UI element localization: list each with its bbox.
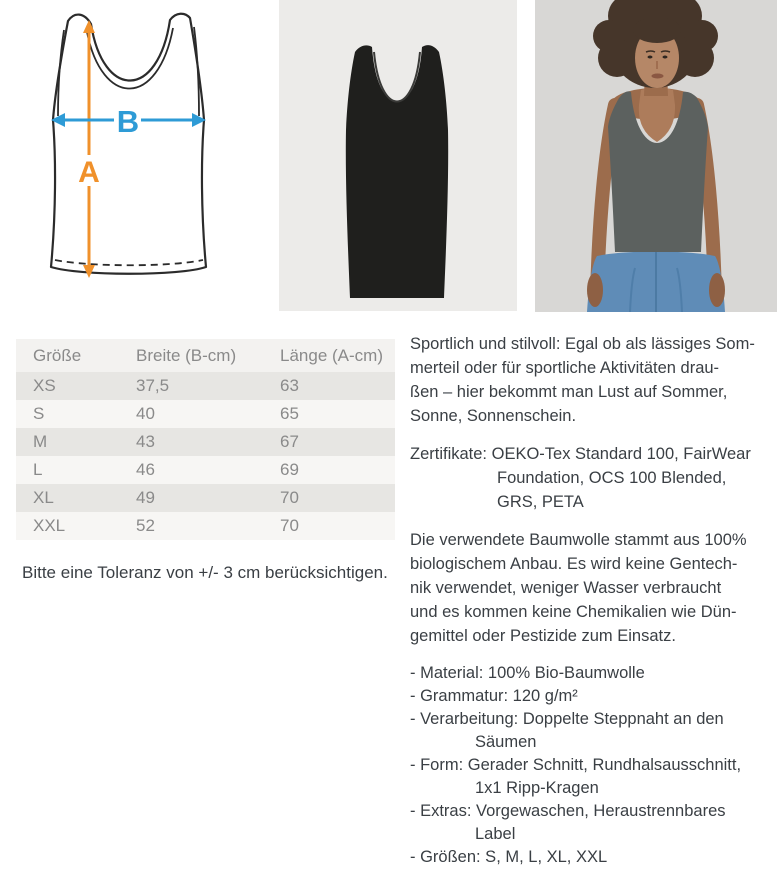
model-face	[633, 17, 681, 88]
flat-tank-illustration	[279, 0, 517, 311]
spec-item: - Form: Gerader Schnitt, Rundhalsausschnitt,	[410, 756, 742, 774]
col-header-length: Länge (A-cm)	[280, 339, 395, 372]
text-line: ßen – hier bekommt man Lust auf Sommer,	[410, 383, 728, 401]
model-left-hand	[587, 273, 603, 307]
size-row-xxl	[16, 512, 395, 540]
size-row-s	[16, 400, 395, 428]
tank-outline	[51, 14, 206, 274]
size-row-m	[16, 428, 395, 456]
certificates-paragraph	[410, 442, 777, 514]
size-cell: S	[16, 400, 136, 428]
length-cell: 70	[280, 484, 395, 512]
text-line: biologischem Anbau. Es wird keine Gentech-	[410, 555, 738, 573]
length-cell: 65	[280, 400, 395, 428]
text-line: nik verwendet, weniger Wasser verbraucht	[410, 579, 722, 597]
size-cell: M	[16, 428, 136, 456]
size-cell: L	[16, 456, 136, 484]
text-line: GRS, PETA	[497, 493, 584, 511]
text-line: Foundation, OCS 100 Blended,	[497, 469, 727, 487]
intro-paragraph	[410, 332, 777, 428]
spec-item: - Extras: Vorgewaschen, Heraustrennbares	[410, 802, 726, 820]
size-row-xs	[16, 372, 395, 400]
size-diagram-drawing	[20, 8, 240, 308]
text-line: und es kommen keine Chemikalien wie Dün-	[410, 603, 737, 621]
text-line: Sportlich und stilvoll: Egal ob als lässiges Som-	[410, 335, 755, 353]
spec-item: - Verarbeitung: Doppelte Steppnaht an den	[410, 710, 724, 728]
product-photo-model	[535, 0, 777, 312]
length-cell: 67	[280, 428, 395, 456]
spec-item: - Größen: S, M, L, XL, XXL	[410, 848, 608, 866]
size-cell: XL	[16, 484, 136, 512]
width-cell: 46	[136, 456, 280, 484]
width-cell: 37,5	[136, 372, 280, 400]
width-cell: 40	[136, 400, 280, 428]
text-line: Sonne, Sonnenschein.	[410, 407, 577, 425]
model-illustration	[535, 0, 777, 312]
size-cell: XXL	[16, 512, 136, 540]
spec-item-continuation: 1x1 Ripp-Kragen	[475, 779, 599, 797]
length-cell: 70	[280, 512, 395, 540]
tolerance-note: Bitte eine Toleranz von +/- 3 cm berücksichtigen.	[22, 563, 388, 582]
cotton-paragraph	[410, 528, 777, 648]
model-jeans	[587, 252, 725, 313]
length-cell: 69	[280, 456, 395, 484]
size-diagram	[20, 8, 240, 308]
length-label-a: A	[78, 156, 100, 189]
size-row-xl	[16, 484, 395, 512]
spec-list	[410, 662, 777, 869]
text-line: Die verwendete Baumwolle stammt aus 100%	[410, 531, 747, 549]
text-line: merteil oder für sportliche Aktivitäten drau-	[410, 359, 720, 377]
length-cell: 63	[280, 372, 395, 400]
col-header-size: Größe	[16, 339, 136, 372]
width-cell: 52	[136, 512, 280, 540]
col-header-width: Breite (B-cm)	[136, 339, 280, 372]
text-line: gemittel oder Pestizide zum Einsatz.	[410, 627, 676, 645]
width-cell: 49	[136, 484, 280, 512]
width-cell: 43	[136, 428, 280, 456]
spec-item: - Material: 100% Bio-Baumwolle	[410, 664, 645, 682]
spec-item-continuation: Label	[475, 825, 516, 843]
product-photo-flat	[279, 0, 517, 311]
size-row-l	[16, 456, 395, 484]
size-cell: XS	[16, 372, 136, 400]
spec-item-continuation: Säumen	[475, 733, 537, 751]
width-label-b: B	[116, 104, 140, 139]
size-table-header-row	[16, 339, 395, 372]
spec-item: - Grammatur: 120 g/m²	[410, 687, 578, 705]
text-line: Zertifikate: OEKO-Tex Standard 100, FairWear	[410, 445, 751, 463]
model-right-hand	[709, 273, 725, 307]
product-description	[410, 332, 777, 873]
size-table	[16, 339, 395, 540]
